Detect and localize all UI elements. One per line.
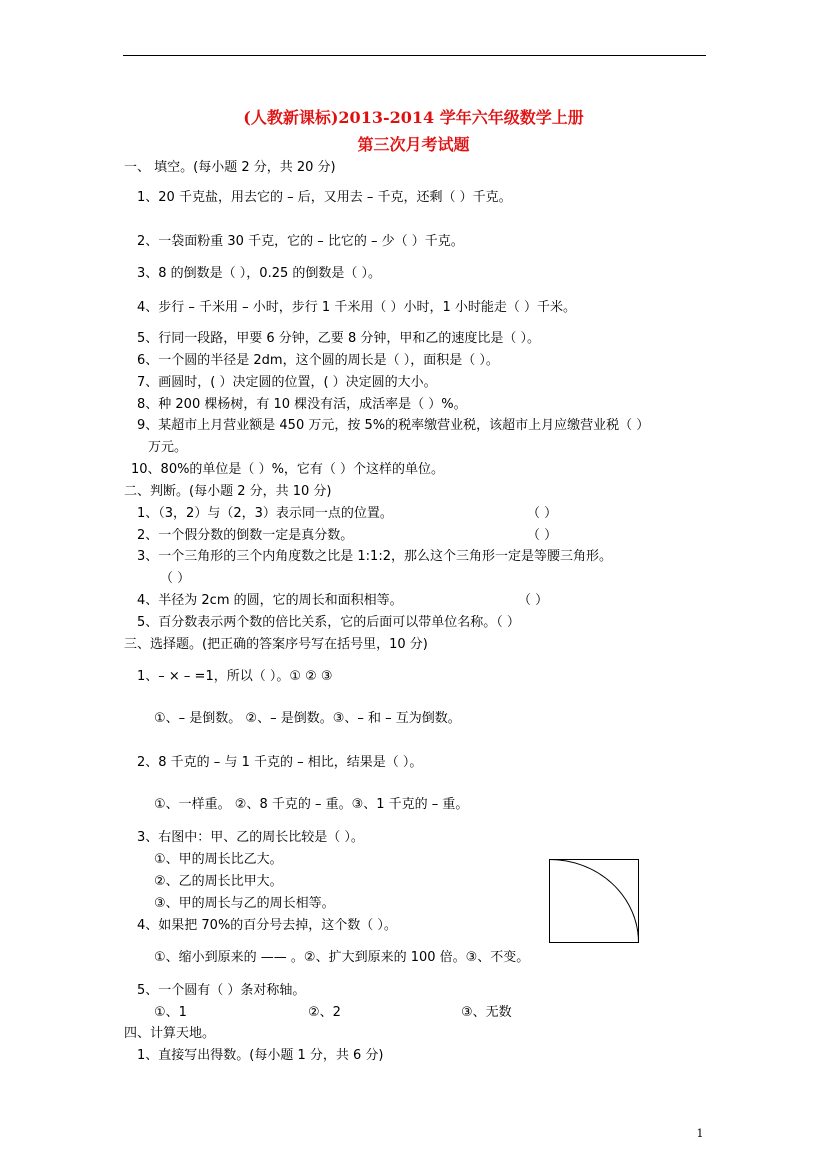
figure-square <box>550 860 639 943</box>
fill-question-3: 3、8 的倒数是（ ），0.25 的倒数是（ ）。 <box>137 266 382 281</box>
choice-question-5: 5、一个圆有（ ）条对称轴。 <box>137 983 306 998</box>
exam-subtitle: 第三次月考试题 <box>357 135 470 154</box>
section-fill-heading: 一、 填空。(每小题 2 分，共 20 分) <box>124 160 336 175</box>
choice-options-4: ①、缩小到原来的 —— 。②、扩大到原来的 100 倍。③、不变。 <box>154 950 530 965</box>
exam-title: (人教新课标)2013-2014 学年六年级数学上册 <box>243 108 584 127</box>
judge-answer-4: （ ） <box>518 593 549 608</box>
choice-question-4: 4、如果把 70%的百分号去掉，这个数（ ）。 <box>137 918 397 933</box>
choice-option-5a: ①、1 <box>154 1005 187 1020</box>
judge-question-3: 3、一个三角形的三个内角度数之比是 1:1:2，那么这个三角形一定是等腰三角形。 <box>137 549 612 564</box>
choice-option-3c: ③、甲的周长与乙的周长相等。 <box>154 896 335 911</box>
section-calc-heading: 四、计算天地。 <box>124 1026 216 1041</box>
fill-question-1: 1、20 千克盐，用去它的 – 后，又用去 – 千克，还剩（ ）千克。 <box>137 190 512 205</box>
judge-question-5: 5、百分数表示两个数的倍比关系，它的后面可以带单位名称。（ ） <box>137 615 520 630</box>
page-number: 1 <box>696 1127 704 1140</box>
choice-option-3b: ②、乙的周长比甲大。 <box>154 874 283 889</box>
judge-question-4: 4、半径为 2cm 的圆，它的周长和面积相等。 <box>137 593 403 608</box>
figure-quarter-arc <box>550 860 639 943</box>
judge-question-1: 1、（3，2）与（2，3）表示同一点的位置。 <box>137 506 393 521</box>
fill-question-9: 9、某超市上月营业额是 450 万元，按 5%的税率缴营业税，该超市上月应缴营业税（ ） <box>137 418 650 433</box>
choice-options-1: ①、– 是倒数。 ②、– 是倒数。③、– 和 – 互为倒数。 <box>154 711 461 726</box>
perimeter-figure <box>549 859 639 943</box>
fill-question-7: 7、画圆时，( ）决定圆的位置，( ）决定圆的大小。 <box>137 375 437 390</box>
judge-answer-2: （ ） <box>527 528 558 543</box>
fill-question-4: 4、步行 – 千米用 – 小时，步行 1 千米用（ ）小时，1 小时能走（ ）千米。 <box>137 300 577 315</box>
judge-question-2: 2、一个假分数的倒数一定是真分数。 <box>137 528 354 543</box>
choice-question-2: 2、8 千克的 – 与 1 千克的 – 相比，结果是（ ）。 <box>137 755 423 770</box>
judge-answer-3: （ ） <box>160 571 191 586</box>
choice-option-5b: ②、2 <box>308 1005 341 1020</box>
choice-question-3: 3、右图中：甲、乙的周长比较是（ ）。 <box>137 830 364 845</box>
calc-question-1: 1、直接写出得数。(每小题 1 分，共 6 分) <box>137 1048 384 1063</box>
choice-option-5c: ③、无数 <box>461 1005 512 1020</box>
fill-question-6: 6、一个圆的半径是 2dm，这个圆的周长是（ ），面积是（ ）。 <box>137 353 499 368</box>
fill-question-9-cont: 万元。 <box>148 440 188 455</box>
fill-question-10: 10、80%的单位是（ ）%，它有（ ）个这样的单位。 <box>131 462 445 477</box>
header-rule <box>123 55 706 56</box>
judge-answer-1: （ ） <box>527 506 558 521</box>
choice-question-1: 1、– × – =1，所以（ ）。① ② ③ <box>137 669 333 684</box>
fill-question-2: 2、一袋面粉重 30 千克，它的 – 比它的 – 少（ ）千克。 <box>137 234 464 249</box>
section-judge-heading: 二、判断。(每小题 2 分，共 10 分) <box>124 484 332 499</box>
choice-option-3a: ①、甲的周长比乙大。 <box>154 852 283 867</box>
choice-options-2: ①、一样重。 ②、8 千克的 – 重。③、1 千克的 – 重。 <box>154 797 469 812</box>
fill-question-5: 5、行同一段路，甲要 6 分钟，乙要 8 分钟，甲和乙的速度比是（ ）。 <box>137 331 540 346</box>
fill-question-8: 8、种 200 棵杨树，有 10 棵没有活，成活率是（ ）%。 <box>137 397 467 412</box>
section-choice-heading: 三、选择题。(把正确的答案序号写在括号里，10 分) <box>124 637 428 652</box>
